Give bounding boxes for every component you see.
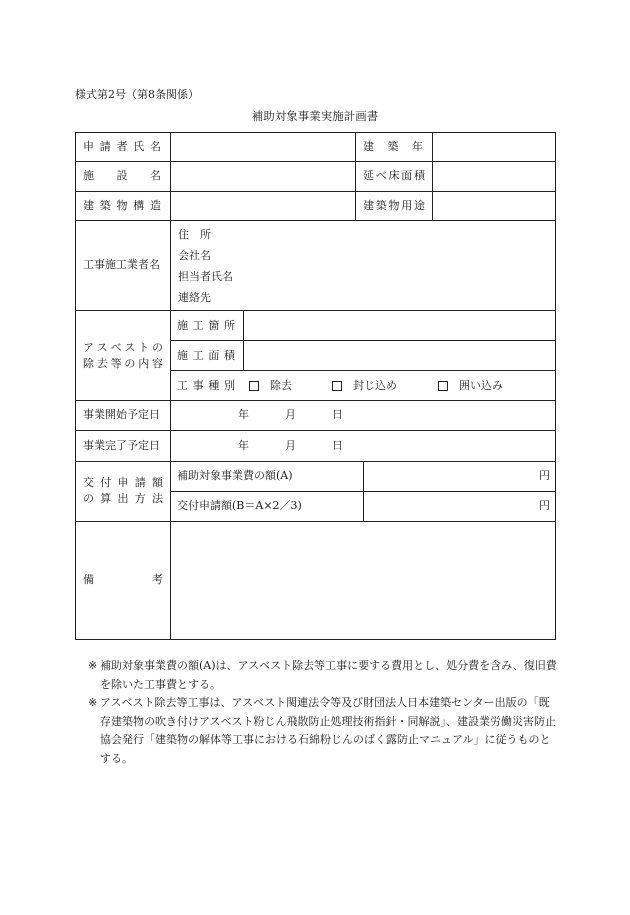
table-rule — [355, 132, 356, 221]
removal-checkbox[interactable] — [249, 381, 259, 391]
table-rule — [75, 400, 556, 401]
table-rule — [75, 220, 556, 221]
end-date-label: 事業完了予定日 — [83, 439, 160, 452]
contractor-address-label: 住 所 — [178, 228, 211, 241]
grant-amount-label: 交付申請額(B＝A×2／3) — [177, 499, 302, 512]
table-rule — [170, 370, 556, 371]
enclosure-checkbox[interactable] — [438, 381, 448, 391]
notes-section — [88, 657, 558, 768]
enclosure-option-label: 囲い込み — [459, 379, 503, 392]
grant-method-line2: の 算 出 方 法 — [83, 492, 163, 505]
note-item — [88, 657, 558, 694]
contractor-person-label: 担当者氏名 — [178, 270, 233, 283]
applicant-name-label: 申 請 者 氏 名 — [83, 140, 161, 153]
plan-form-table — [75, 132, 556, 640]
floor-area-label: 延 べ 床 面 積 — [363, 169, 425, 182]
note-mark: ※ — [88, 659, 98, 672]
encapsulation-option-label: 封じ込め — [353, 379, 397, 392]
table-rule — [75, 461, 556, 462]
table-rule — [75, 310, 556, 311]
remarks-label: 備 考 — [83, 573, 163, 586]
building-use-label: 建 築 物 用 途 — [363, 199, 425, 212]
asbestos-label-line2: 除 去 等 の 内 容 — [83, 357, 163, 370]
end-month-unit: 月 — [285, 439, 296, 452]
subsidy-cost-label: 補助対象事業費の額(A) — [177, 469, 293, 482]
table-rule — [363, 461, 364, 522]
table-rule — [75, 132, 76, 640]
note-item — [88, 694, 558, 768]
table-rule — [170, 132, 171, 640]
table-rule — [75, 430, 556, 431]
contractor-contact-label: 連絡先 — [178, 291, 211, 304]
building-year-label: 建 築 年 — [363, 140, 423, 153]
start-year-unit: 年 — [238, 408, 249, 421]
form-number: 様式第2号（第8条関係） — [75, 88, 199, 101]
contractor-company-label: 会社名 — [178, 249, 211, 262]
work-type-label: 工 事 種 別 — [177, 379, 235, 392]
page-title: 補助対象事業実施計画書 — [251, 109, 379, 123]
asbestos-label-line1: ア ス ベ ス ト の — [83, 341, 163, 354]
note-mark: ※ — [88, 696, 98, 709]
start-date-label: 事業開始予定日 — [83, 408, 160, 421]
table-rule — [75, 191, 556, 192]
table-rule — [75, 132, 556, 133]
table-rule — [170, 340, 556, 341]
table-rule — [432, 132, 433, 221]
work-area-label: 施 工 面 積 — [177, 349, 235, 362]
encapsulation-checkbox[interactable] — [332, 381, 342, 391]
structure-label: 建 築 物 構 造 — [83, 199, 161, 212]
table-rule — [243, 310, 244, 371]
end-day-unit: 日 — [332, 439, 343, 452]
grant-method-line1: 交 付 申 請 額 — [83, 476, 163, 489]
start-day-unit: 日 — [332, 408, 343, 421]
table-rule — [75, 521, 556, 522]
end-year-unit: 年 — [238, 439, 249, 452]
removal-option-label: 除去 — [270, 379, 292, 392]
work-location-label: 施 工 箇 所 — [177, 319, 235, 332]
grant-amount-yen: 円 — [539, 499, 550, 512]
table-rule — [75, 639, 556, 640]
facility-name-label: 施 設 名 — [83, 169, 161, 182]
table-rule — [75, 161, 556, 162]
note-text: アスベスト除去等工事は、アスベスト関連法令等及び財団法人日本建築センター出版の「既存建築物の吹き付けアスベスト粉じん飛散防止処理技術指針・同解説」、建設業労働災害防止協会発行「建築物の解体等工事における石綿粉じんのばく露防止マニュアル」に従うものとする。 — [100, 696, 557, 765]
note-text: 補助対象事業費の額(A)は、アスベスト除去等工事に要する費用とし、処分費を含み、復旧費を除いた工事費とする。 — [100, 659, 557, 691]
subsidy-cost-yen: 円 — [539, 469, 550, 482]
table-rule — [555, 132, 556, 640]
contractor-label: 工事施工業者名 — [83, 258, 160, 271]
start-month-unit: 月 — [285, 408, 296, 421]
